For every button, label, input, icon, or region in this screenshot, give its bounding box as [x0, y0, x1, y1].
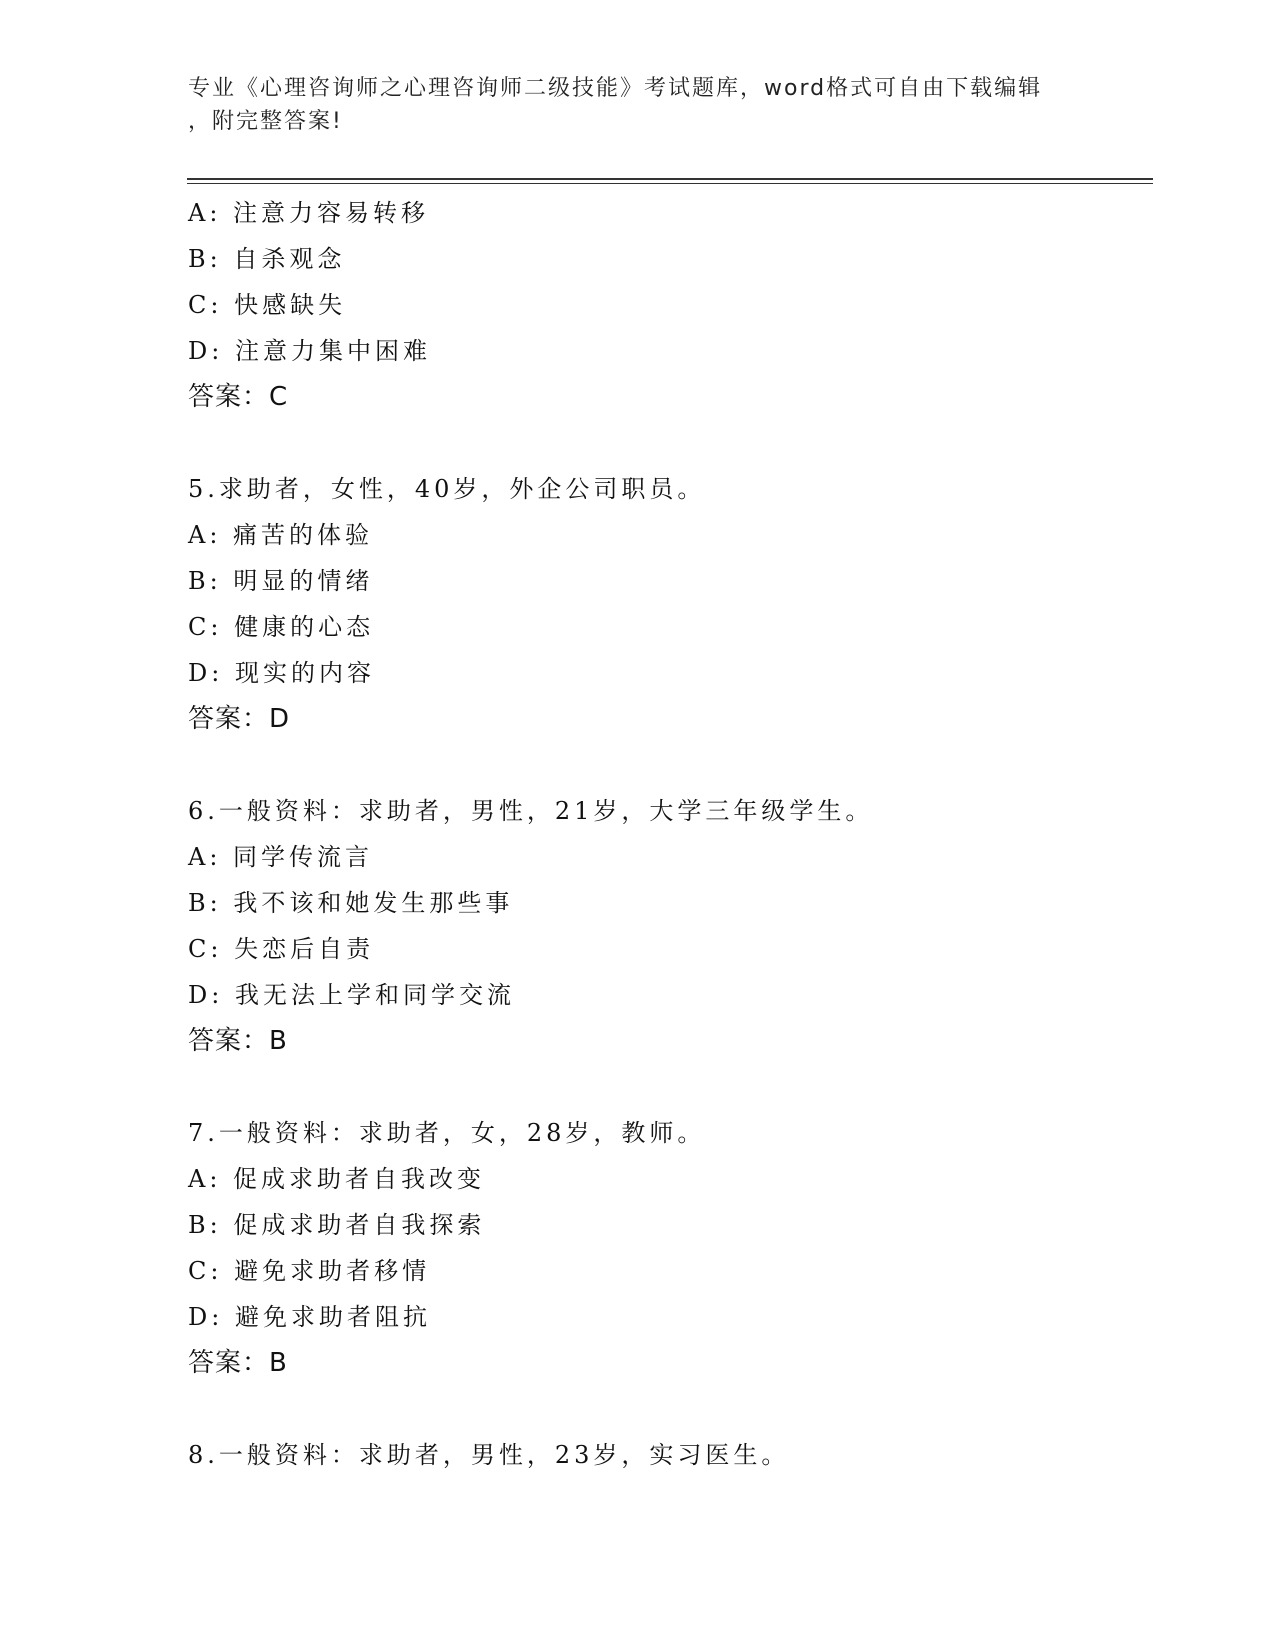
option-c: C: 快感缺失 — [188, 291, 347, 319]
question-block — [188, 190, 1148, 420]
question-text: 5.求助者，女性，40岁，外企公司职员。 — [188, 475, 706, 503]
block-spacer — [188, 1064, 1148, 1110]
option-a: A: 注意力容易转移 — [188, 199, 430, 227]
block-spacer — [188, 420, 1148, 466]
option-c: C: 避免求助者移情 — [188, 1257, 431, 1285]
option-a: A: 痛苦的体验 — [188, 521, 374, 549]
option-b: B: 自杀观念 — [188, 245, 346, 273]
option-b: B: 我不该和她发生那些事 — [188, 889, 514, 917]
question-text: 6.一般资料：求助者，男性，21岁，大学三年级学生。 — [188, 797, 874, 825]
header-line-2: ，附完整答案! — [188, 109, 343, 134]
option-d: D: 现实的内容 — [188, 659, 375, 687]
option-d: D: 注意力集中困难 — [188, 337, 431, 365]
option-a: A: 促成求助者自我改变 — [188, 1165, 486, 1193]
answer-line: 答案：B — [188, 1348, 288, 1378]
header-line-1: 专业《心理咨询师之心理咨询师二级技能》考试题库，word格式可自由下载编辑 — [188, 76, 1043, 101]
question-block — [188, 466, 1148, 742]
question-block — [188, 788, 1148, 1064]
header-rule-thin — [187, 183, 1153, 184]
question-text: 8.一般资料：求助者，男性，23岁，实习医生。 — [188, 1441, 790, 1469]
header-rule-thick — [187, 178, 1153, 180]
document-header — [188, 72, 1068, 138]
option-b: B: 促成求助者自我探索 — [188, 1211, 486, 1239]
question-block — [188, 1432, 1148, 1478]
answer-line: 答案：C — [188, 382, 289, 412]
block-spacer — [188, 1386, 1148, 1432]
question-text: 7.一般资料：求助者，女，28岁，教师。 — [188, 1119, 706, 1147]
option-d: D: 避免求助者阻抗 — [188, 1303, 431, 1331]
question-block — [188, 1110, 1148, 1386]
option-c: C: 健康的心态 — [188, 613, 375, 641]
option-d: D: 我无法上学和同学交流 — [188, 981, 515, 1009]
option-c: C: 失恋后自责 — [188, 935, 375, 963]
answer-line: 答案：B — [188, 1026, 288, 1056]
block-spacer — [188, 742, 1148, 788]
option-b: B: 明显的情绪 — [188, 567, 374, 595]
question-list — [188, 190, 1148, 1478]
answer-line: 答案：D — [188, 704, 291, 734]
option-a: A: 同学传流言 — [188, 843, 374, 871]
